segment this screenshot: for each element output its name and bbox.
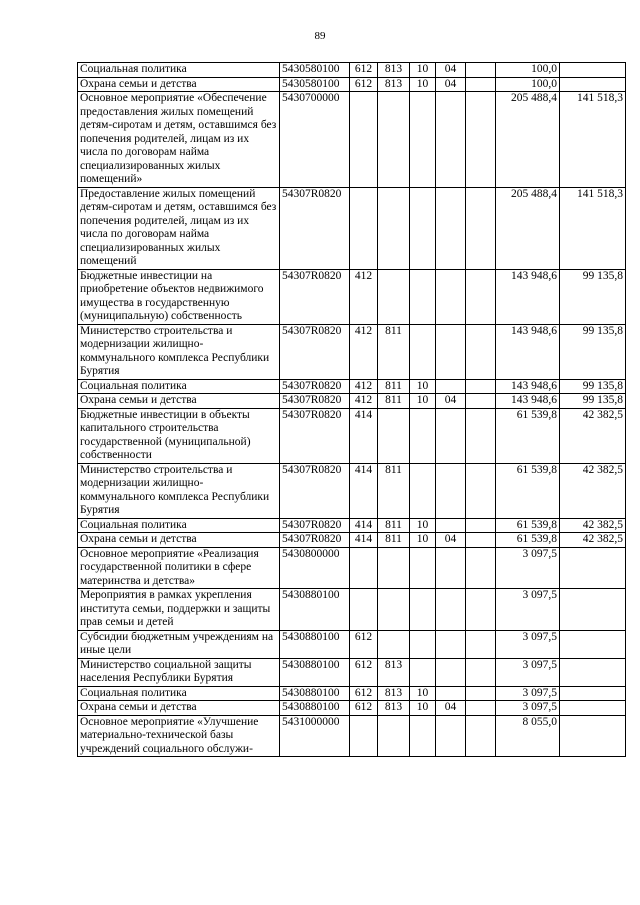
row-target-code: 54307R0820 (280, 269, 350, 324)
row-amount-2: 3 097,5 (496, 701, 560, 716)
row-amount-3 (560, 547, 626, 589)
row-target-code: 54307R0820 (280, 408, 350, 463)
row-expense-type: 612 (350, 701, 378, 716)
row-section (410, 269, 436, 324)
table-row (78, 324, 626, 379)
row-name: Охрана семьи и детства (78, 394, 280, 409)
table-row (78, 715, 626, 757)
table-row (78, 394, 626, 409)
row-amount-3: 42 382,5 (560, 518, 626, 533)
row-expense-type: 414 (350, 518, 378, 533)
row-expense-type (350, 715, 378, 757)
row-section: 10 (410, 518, 436, 533)
table-row (78, 589, 626, 631)
row-name: Охрана семьи и детства (78, 533, 280, 548)
row-amount-2: 3 097,5 (496, 658, 560, 686)
row-amount-3 (560, 701, 626, 716)
table-row (78, 658, 626, 686)
row-amount-1 (466, 269, 496, 324)
row-subsection: 04 (436, 701, 466, 716)
row-amount-1 (466, 463, 496, 518)
row-target-code: 5430580100 (280, 77, 350, 92)
row-subsection: 04 (436, 77, 466, 92)
row-expense-type: 612 (350, 658, 378, 686)
row-subsection (436, 518, 466, 533)
row-amount-3 (560, 63, 626, 78)
row-target-code: 54307R0820 (280, 533, 350, 548)
table-row (78, 686, 626, 701)
row-section: 10 (410, 379, 436, 394)
row-amount-2: 3 097,5 (496, 630, 560, 658)
row-ministry-code: 813 (378, 701, 410, 716)
row-expense-type: 412 (350, 324, 378, 379)
row-expense-type (350, 92, 378, 188)
row-amount-3: 42 382,5 (560, 408, 626, 463)
row-subsection (436, 379, 466, 394)
row-target-code: 5430880100 (280, 658, 350, 686)
row-amount-2: 61 539,8 (496, 533, 560, 548)
row-section (410, 547, 436, 589)
row-ministry-code (378, 589, 410, 631)
table-row (78, 547, 626, 589)
table-row (78, 92, 626, 188)
row-amount-2: 143 948,6 (496, 324, 560, 379)
row-section: 10 (410, 77, 436, 92)
row-amount-3 (560, 630, 626, 658)
row-amount-3: 141 518,3 (560, 187, 626, 269)
row-expense-type (350, 589, 378, 631)
row-name: Бюджетные инвестиции в объекты капитального строительства государственной (муниципальной) собственности (78, 408, 280, 463)
row-expense-type: 412 (350, 269, 378, 324)
row-subsection: 04 (436, 394, 466, 409)
row-amount-1 (466, 658, 496, 686)
row-amount-3 (560, 77, 626, 92)
row-name: Охрана семьи и детства (78, 77, 280, 92)
row-amount-1 (466, 394, 496, 409)
row-ministry-code: 813 (378, 77, 410, 92)
row-amount-2: 3 097,5 (496, 589, 560, 631)
row-amount-1 (466, 547, 496, 589)
row-subsection (436, 324, 466, 379)
row-ministry-code: 811 (378, 463, 410, 518)
row-amount-1 (466, 701, 496, 716)
table-row (78, 269, 626, 324)
row-amount-2: 100,0 (496, 77, 560, 92)
row-ministry-code: 811 (378, 379, 410, 394)
row-name: Министерство строительства и модернизации жилищно-коммунального комплекса Республики Бурятия (78, 463, 280, 518)
table-row (78, 518, 626, 533)
row-target-code: 5430700000 (280, 92, 350, 188)
row-subsection (436, 187, 466, 269)
row-ministry-code (378, 715, 410, 757)
table-row (78, 533, 626, 548)
row-expense-type: 612 (350, 63, 378, 78)
row-amount-1 (466, 715, 496, 757)
row-section (410, 92, 436, 188)
row-amount-1 (466, 324, 496, 379)
row-name: Основное мероприятие «Улучшение материально-технической базы учреждений социального обслужи- (78, 715, 280, 757)
row-section (410, 589, 436, 631)
row-ministry-code: 813 (378, 686, 410, 701)
row-ministry-code (378, 92, 410, 188)
row-section: 10 (410, 686, 436, 701)
row-subsection (436, 589, 466, 631)
row-section: 10 (410, 394, 436, 409)
row-name: Министерство строительства и модернизации жилищно-коммунального комплекса Республики Бурятия (78, 324, 280, 379)
row-expense-type: 612 (350, 686, 378, 701)
row-amount-3: 42 382,5 (560, 533, 626, 548)
row-amount-2: 143 948,6 (496, 379, 560, 394)
row-target-code: 54307R0820 (280, 324, 350, 379)
row-expense-type: 414 (350, 408, 378, 463)
row-expense-type: 414 (350, 533, 378, 548)
row-amount-2: 100,0 (496, 63, 560, 78)
row-name: Бюджетные инвестиции на приобретение объектов недвижимого имущества в государственную (муниципальную) собственность (78, 269, 280, 324)
row-amount-1 (466, 630, 496, 658)
row-expense-type: 612 (350, 77, 378, 92)
row-amount-2: 3 097,5 (496, 686, 560, 701)
row-amount-1 (466, 187, 496, 269)
row-amount-3: 99 135,8 (560, 269, 626, 324)
row-name: Субсидии бюджетным учреждениям на иные цели (78, 630, 280, 658)
row-amount-2: 61 539,8 (496, 408, 560, 463)
row-target-code: 54307R0820 (280, 187, 350, 269)
row-target-code: 5430880100 (280, 686, 350, 701)
row-subsection (436, 408, 466, 463)
row-amount-2: 3 097,5 (496, 547, 560, 589)
row-name: Социальная политика (78, 63, 280, 78)
row-amount-3: 42 382,5 (560, 463, 626, 518)
row-subsection (436, 630, 466, 658)
row-ministry-code: 813 (378, 658, 410, 686)
row-target-code: 54307R0820 (280, 463, 350, 518)
row-target-code: 54307R0820 (280, 379, 350, 394)
row-ministry-code (378, 547, 410, 589)
row-amount-3 (560, 658, 626, 686)
row-target-code: 54307R0820 (280, 518, 350, 533)
row-amount-1 (466, 408, 496, 463)
row-amount-3: 99 135,8 (560, 379, 626, 394)
table-row (78, 630, 626, 658)
row-amount-2: 205 488,4 (496, 92, 560, 188)
row-expense-type: 412 (350, 379, 378, 394)
row-target-code: 5430880100 (280, 589, 350, 631)
table-row (78, 463, 626, 518)
row-ministry-code: 811 (378, 324, 410, 379)
row-name: Мероприятия в рамках укрепления института семьи, поддержки и защиты прав семьи и детей (78, 589, 280, 631)
row-section (410, 324, 436, 379)
row-name: Социальная политика (78, 518, 280, 533)
row-subsection: 04 (436, 533, 466, 548)
table-row (78, 379, 626, 394)
row-subsection (436, 463, 466, 518)
budget-table (77, 62, 626, 757)
table-row (78, 408, 626, 463)
row-amount-2: 61 539,8 (496, 463, 560, 518)
budget-table-body (78, 63, 626, 757)
row-expense-type: 612 (350, 630, 378, 658)
row-subsection (436, 715, 466, 757)
row-section (410, 463, 436, 518)
table-row (78, 701, 626, 716)
row-ministry-code (378, 408, 410, 463)
row-section: 10 (410, 701, 436, 716)
row-amount-1 (466, 77, 496, 92)
row-target-code: 5430880100 (280, 701, 350, 716)
row-subsection (436, 658, 466, 686)
row-section: 10 (410, 533, 436, 548)
row-name: Охрана семьи и детства (78, 701, 280, 716)
row-subsection: 04 (436, 63, 466, 78)
row-ministry-code (378, 187, 410, 269)
row-amount-2: 143 948,6 (496, 269, 560, 324)
row-amount-3 (560, 589, 626, 631)
row-amount-2: 61 539,8 (496, 518, 560, 533)
row-section: 10 (410, 63, 436, 78)
row-target-code: 5430580100 (280, 63, 350, 78)
row-amount-3 (560, 715, 626, 757)
table-row (78, 63, 626, 78)
row-expense-type (350, 547, 378, 589)
row-ministry-code: 811 (378, 394, 410, 409)
row-amount-1 (466, 63, 496, 78)
row-name: Министерство социальной защиты населения Республики Бурятия (78, 658, 280, 686)
row-subsection (436, 547, 466, 589)
row-section (410, 408, 436, 463)
row-target-code: 5431000000 (280, 715, 350, 757)
row-subsection (436, 686, 466, 701)
row-ministry-code: 811 (378, 518, 410, 533)
row-name: Основное мероприятие «Обеспечение предоставления жилых помещений детям-сиротам и детям, оставшимся без попечения родителей, лицам из их числа по договорам найма специализированных жилых помещений» (78, 92, 280, 188)
row-amount-3 (560, 686, 626, 701)
row-amount-3: 141 518,3 (560, 92, 626, 188)
row-expense-type: 412 (350, 394, 378, 409)
row-amount-2: 205 488,4 (496, 187, 560, 269)
row-ministry-code (378, 630, 410, 658)
row-name: Основное мероприятие «Реализация государственной политики в сфере материнства и детства» (78, 547, 280, 589)
row-amount-1 (466, 92, 496, 188)
row-ministry-code: 811 (378, 533, 410, 548)
row-expense-type: 414 (350, 463, 378, 518)
row-section (410, 187, 436, 269)
row-amount-1 (466, 686, 496, 701)
row-target-code: 5430880100 (280, 630, 350, 658)
row-name: Социальная политика (78, 686, 280, 701)
row-subsection (436, 269, 466, 324)
row-subsection (436, 92, 466, 188)
row-amount-1 (466, 533, 496, 548)
row-amount-2: 8 055,0 (496, 715, 560, 757)
row-amount-1 (466, 589, 496, 631)
row-target-code: 54307R0820 (280, 394, 350, 409)
row-section (410, 658, 436, 686)
row-amount-3: 99 135,8 (560, 394, 626, 409)
row-name: Социальная политика (78, 379, 280, 394)
row-ministry-code (378, 269, 410, 324)
row-ministry-code: 813 (378, 63, 410, 78)
row-amount-1 (466, 518, 496, 533)
row-expense-type (350, 187, 378, 269)
row-amount-1 (466, 379, 496, 394)
row-name: Предоставление жилых помещений детям-сиротам и детям, оставшимся без попечения родителей, лицам из их числа по договорам найма специализированных жилых помещений (78, 187, 280, 269)
row-amount-3: 99 135,8 (560, 324, 626, 379)
table-row (78, 187, 626, 269)
table-row (78, 77, 626, 92)
row-section (410, 715, 436, 757)
row-target-code: 5430800000 (280, 547, 350, 589)
row-section (410, 630, 436, 658)
row-amount-2: 143 948,6 (496, 394, 560, 409)
page-number: 89 (314, 30, 326, 42)
